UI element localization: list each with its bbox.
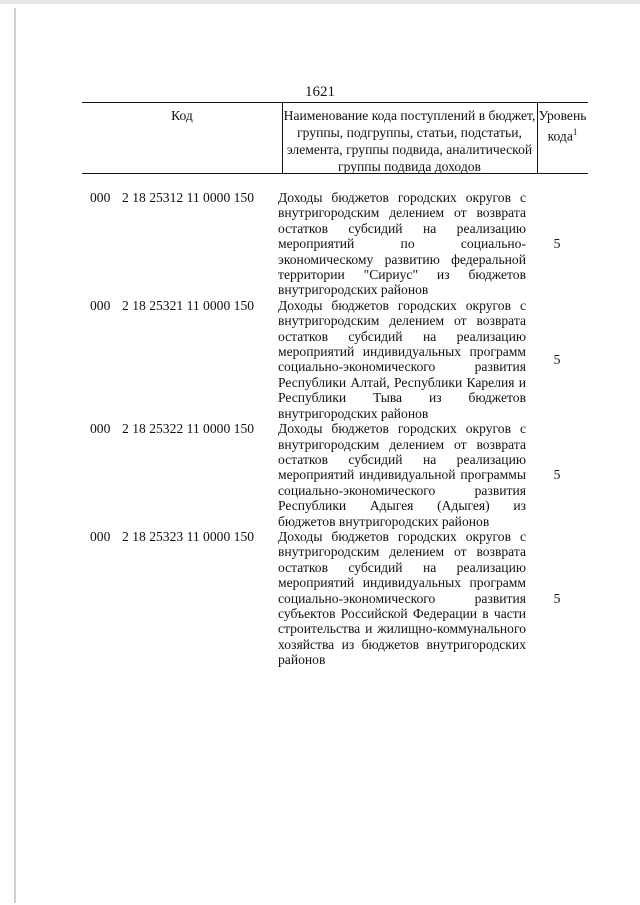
row-admin-code: 000 — [90, 297, 111, 313]
table-row — [82, 529, 588, 668]
table-row — [82, 298, 588, 421]
table-row — [82, 421, 588, 529]
header-name: Наименование кода поступлений в бюджет, группы, подгруппы, статьи, подстатьи, элемента, группы подвида, аналитической группы подвида доходов — [283, 108, 536, 174]
row-name: Доходы бюджетов городских округов с внутригородским делением от возврата остатков субсидий на реализацию мероприятий индивидуальных программ социально-экономического развития Республики Алтай, Республики Карелия и Республики Тыва из бюджетов внутригородских районов — [278, 297, 526, 421]
table-row — [82, 190, 588, 298]
row-level: 5 — [553, 590, 561, 606]
header-code: Код — [171, 108, 193, 123]
row-income-code: 2 18 25321 11 0000 150 — [122, 297, 255, 313]
row-admin-code: 000 — [90, 190, 111, 205]
row-name: Доходы бюджетов городских округов с внутригородским делением от возврата остатков субсидий на реализацию мероприятий по социально-экономическому развитию федеральной территории "Сириус" из бюджетов внутригородских районов — [278, 190, 526, 298]
scan-edge-left — [14, 8, 16, 903]
row-admin-code: 000 — [90, 421, 111, 437]
row-level: 5 — [553, 467, 561, 483]
row-income-code: 2 18 25322 11 0000 150 — [122, 421, 255, 437]
scan-edge-top — [0, 0, 640, 4]
header-level-footnote: 1 — [572, 127, 578, 137]
table-header — [82, 102, 588, 174]
row-name: Доходы бюджетов городских округов с внутригородским делением от возврата остатков субсидий на реализацию мероприятий индивидуальной программы социально-экономического развития Республики Адыгея (Адыгея) из бюджетов внутригородских районов — [278, 421, 526, 529]
row-income-code: 2 18 25312 11 0000 150 — [122, 190, 255, 205]
row-level: 5 — [553, 351, 561, 367]
header-level — [537, 107, 588, 145]
page-number: 1621 — [305, 84, 335, 100]
table-body — [82, 190, 588, 668]
header-level-label: Уровень кода — [538, 108, 587, 144]
row-admin-code: 000 — [90, 528, 111, 544]
row-name: Доходы бюджетов городских округов с внутригородским делением от возврата остатков субсидий на реализацию мероприятий индивидуальных программ социально-экономического развития субъектов Российской Федерации в части строительства и жилищно-коммунального хозяйства из бюджетов внутригородских районов — [278, 528, 526, 668]
row-income-code: 2 18 25323 11 0000 150 — [122, 528, 255, 544]
row-level: 5 — [553, 236, 561, 252]
